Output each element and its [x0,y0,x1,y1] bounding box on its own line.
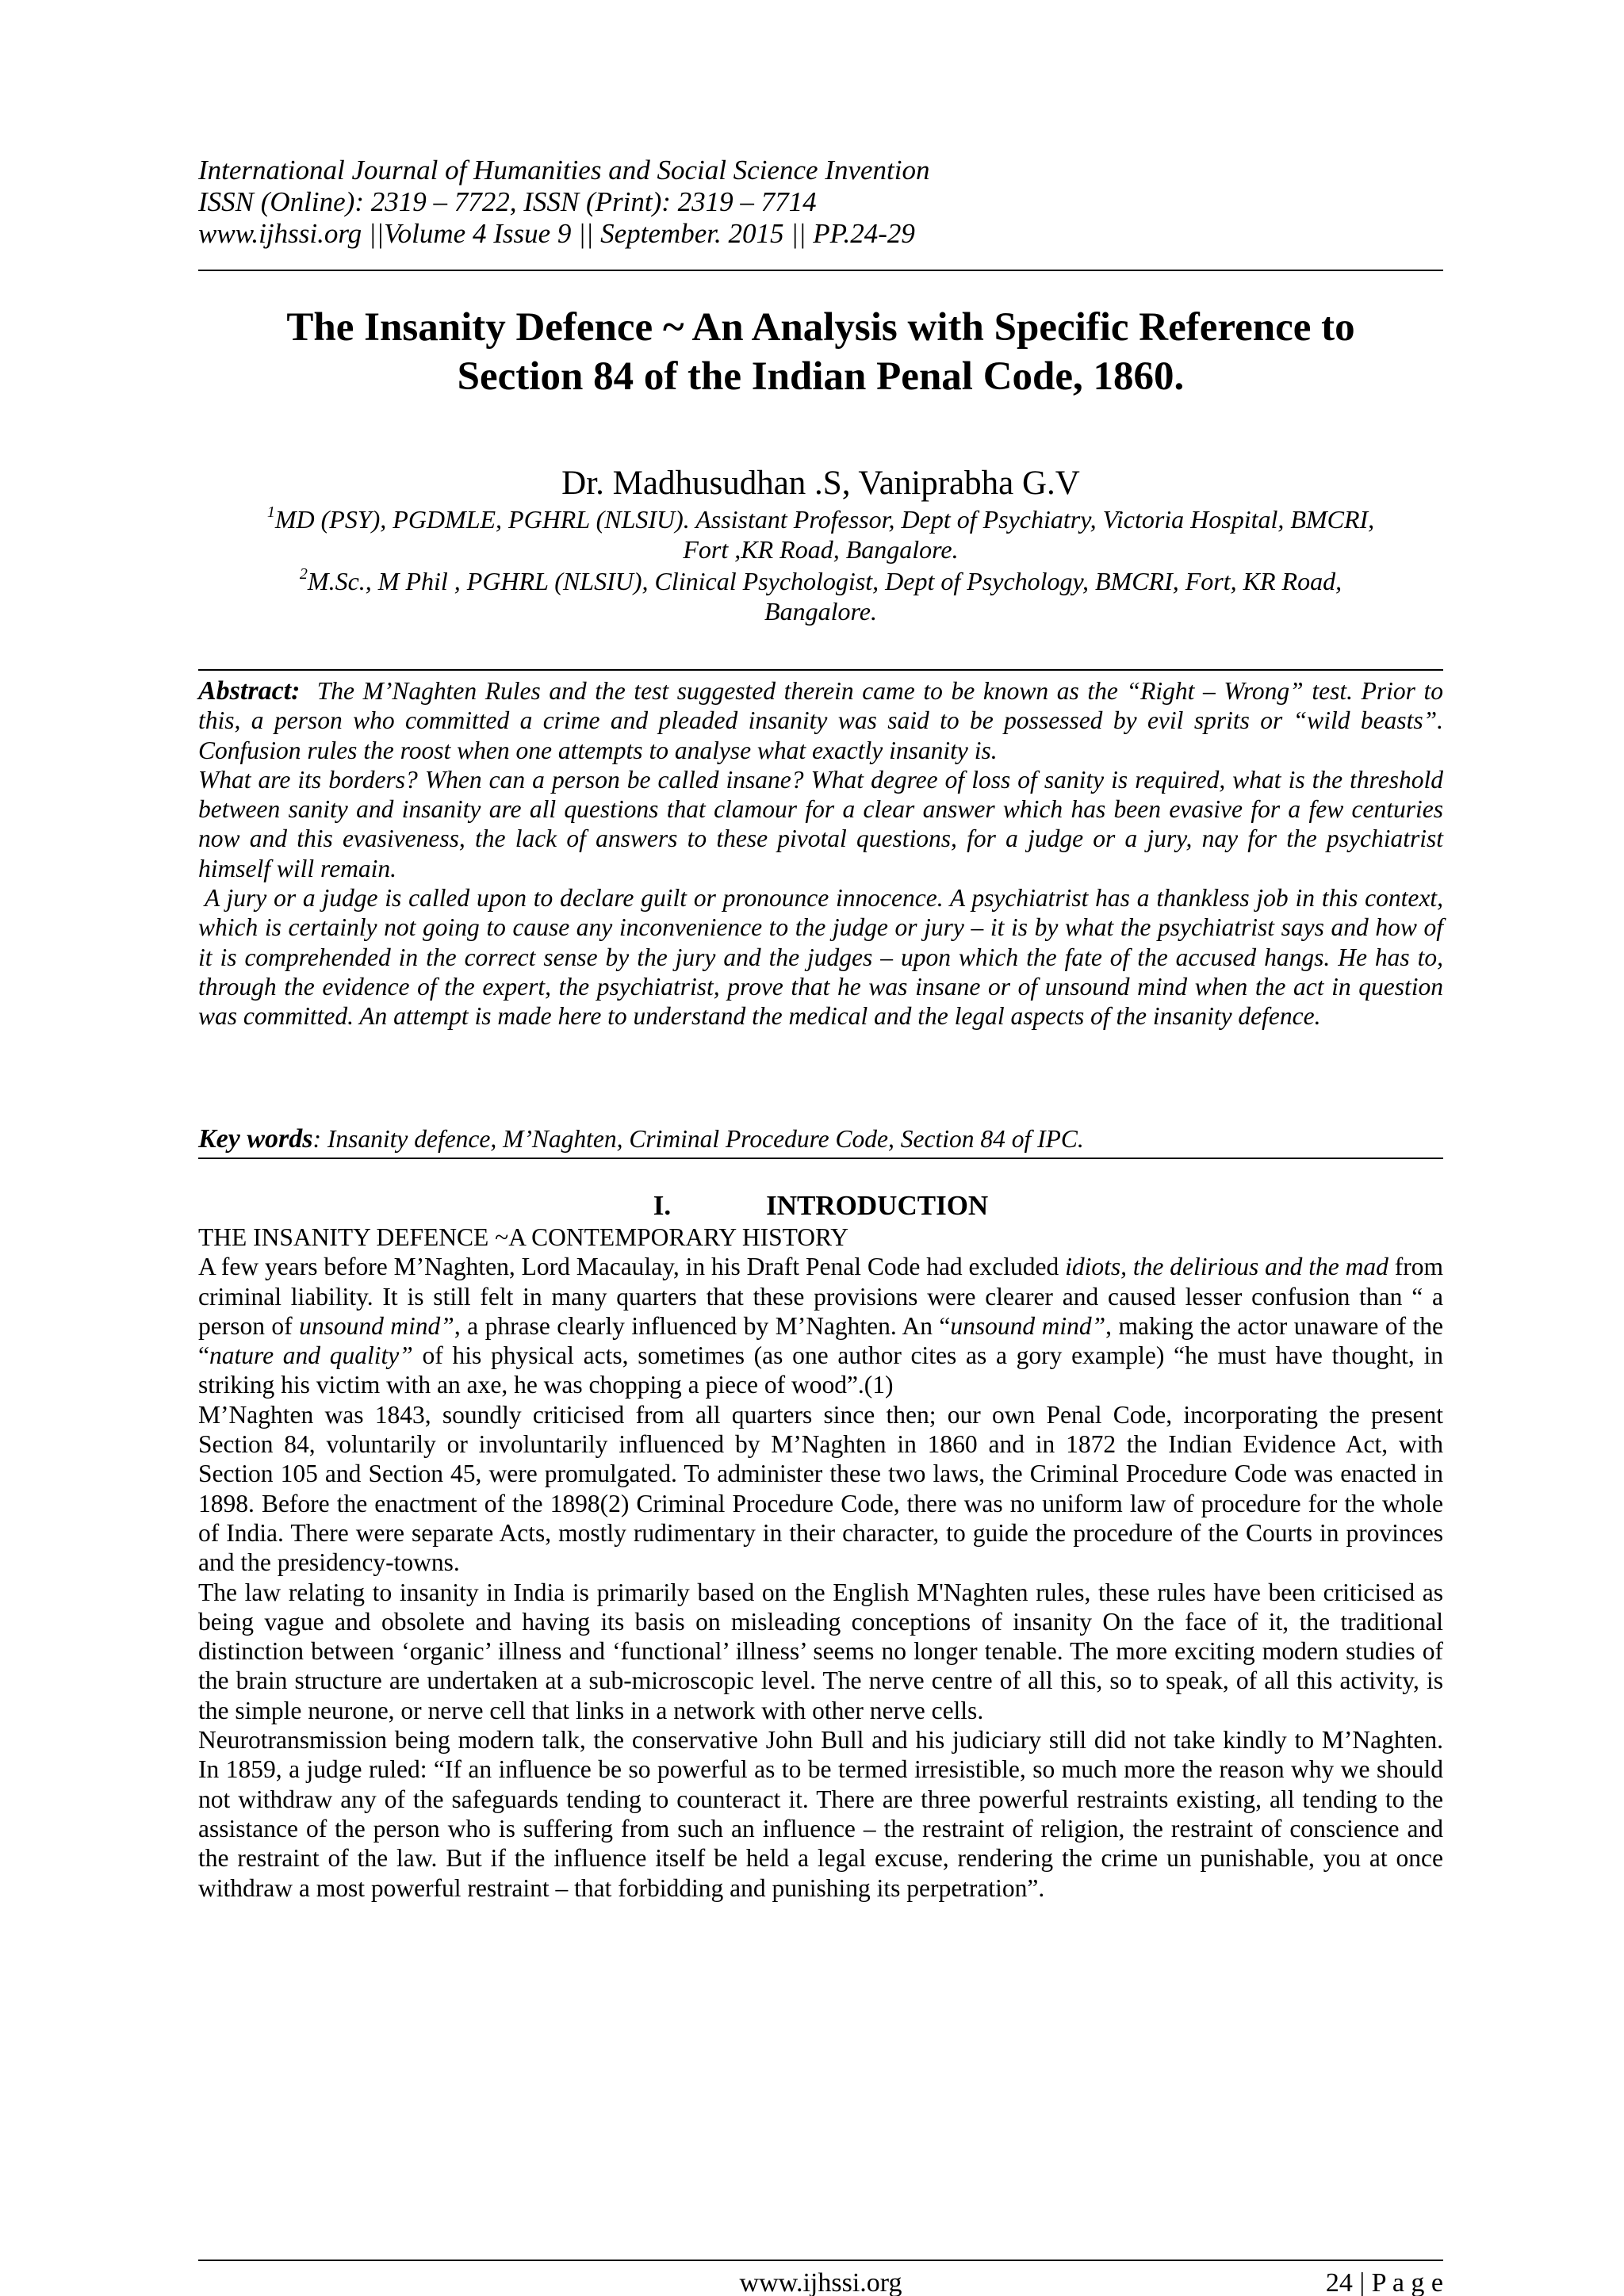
p1-run-g: , making the actor unaware of the “ [198,1311,1443,1370]
p1-run-h: nature and quality” [209,1341,413,1370]
abstract [198,676,1443,1031]
body-paragraph-1 [198,1252,1443,1399]
keywords-text: : Insanity defence, M’Naghten, Criminal Procedure Code, Section 84 of IPC. [312,1125,1084,1153]
body-paragraph-3: The law relating to insanity in India is primarily based on the English M'Naghten rules, these rules have been criticised as being vague and obsolete and having its basis on misleading conceptions of insanity On the face of it, the traditional distinction between ‘organic’ illness and ‘functional’ illness’ seems no longer tenable. The more exciting modern studies of the brain structure are undertaken at a sub-microscopic level. The nerve centre of all this, so to speak, of all this activity, is the simple neurone, or nerve cell that links in a network with other nerve cells. [198,1578,1443,1724]
journal-issn: ISSN (Online): 2319 – 7722, ISSN (Print): 2319 – 7714 [198,186,817,217]
affiliation-1-line-1: MD (PSY), PGDMLE, PGHRL (NLSIU). Assistant Professor, Dept of Psychiatry, Victoria Hospital, BMCRI, [274,505,1375,534]
section-title: INTRODUCTION [766,1190,989,1221]
keywords [198,1123,1443,1155]
affiliation-1 [198,504,1443,564]
author-list: Dr. Madhusudhan .S, Vaniprabha G.V [561,465,1080,502]
footer-page-number: 24 | P a g e [1325,2268,1443,2296]
abstract-text-1: The M’Naghten Rules and the test suggested therein came to be known as the “Right – Wrong” test. Prior to this, a person who committed a crime and pleaded insanity was said to be possessed by evil sprits or “wild beasts”. Confusion rules the roost when one attempts to analyse what exactly insanity is. [198,677,1443,764]
journal-name: International Journal of Humanities and Social Science Invention [198,155,930,186]
abstract-paragraph-1 [198,676,1443,765]
section-heading [198,1190,1443,1222]
footer-url: www.ijhssi.org [739,2268,902,2296]
journal-citation: www.ijhssi.org ||Volume 4 Issue 9 || September. 2015 || PP.24-29 [198,218,915,249]
abstract-top-rule [198,669,1443,671]
p1-run-b: idiots, the delirious and the mad [1065,1253,1388,1281]
affiliation-2-line-2: Bangalore. [764,597,877,626]
p1-run-a: A few years before M’Naghten, Lord Macaulay, in his Draft Penal Code had excluded [198,1253,1066,1281]
footer-rule [198,2260,1443,2261]
abstract-paragraph-3: A jury or a judge is called upon to declare guilt or pronounce innocence. A psychiatrist has a thankless job in this context, which is certainly not going to cause any inconvenience to the judge or jury – it is by what the psychiatrist says and how of it is comprehended in the correct sense by the jury and the judges – upon which the fate of the accused hangs. He has to, through the evidence of the expert, the psychiatrist, prove that he was insane or of unsound mind when the act in question was committed. An attempt is made here to understand the medical and the legal aspects of the insanity defence. [198,884,1443,1031]
p1-run-e: , a phrase clearly influenced by M’Naghten. An “ [454,1311,951,1340]
section-number: I. [653,1190,672,1221]
keywords-label: Key words [198,1124,313,1154]
journal-header [198,155,1443,250]
body-text [198,1223,1443,1903]
keywords-bottom-rule [198,1158,1443,1159]
body-paragraph-4: Neurotransmission being modern talk, the conservative John Bull and his judiciary still did not take kindly to M’Naghten. In 1859, a judge ruled: “If an influence be so powerful as to be termed irresistible, so much more the reason why we should not withdraw any of the safeguards tending to counteract it. There are three powerful restraints existing, all tending to the assistance of the person who is suffering from such an influence – the restraint of religion, the restraint of conscience and the restraint of the law. But if the influence itself be held a legal excuse, rendering the crime un punishable, you at once withdraw a most powerful restraint – that forbidding and punishing its perpetration”. [198,1726,1443,1902]
p1-run-c: from criminal liability. It is still felt in many quarters that these provisions were clearer and caused lesser confusion than “ a person of [198,1253,1444,1340]
p1-run-d: unsound mind” [299,1311,454,1340]
affiliation-marker-1: 1 [266,503,275,521]
subsection-heading: THE INSANITY DEFENCE ~A CONTEMPORARY HISTORY [198,1223,849,1251]
affiliation-2 [198,566,1443,626]
paper-title [198,303,1443,401]
affiliation-marker-2: 2 [299,565,308,583]
p1-run-f: unsound mind” [950,1311,1106,1340]
header-rule [198,270,1443,271]
title-line-2: Section 84 of the Indian Penal Code, 1860. [457,354,1185,399]
affiliation-1-line-2: Fort ,KR Road, Bangalore. [683,535,959,564]
affiliation-2-line-1: M.Sc., M Phil , PGHRL (NLSIU), Clinical Psychologist, Dept of Psychology, BMCRI, Fort, KR Road, [307,567,1342,595]
title-line-1: The Insanity Defence ~ An Analysis with Specific Reference to [286,305,1355,350]
abstract-label: Abstract: [198,676,301,706]
body-paragraph-2: M’Naghten was 1843, soundly criticised from all quarters since then; our own Penal Code, incorporating the present Section 84, voluntarily or involuntarily influenced by M’Naghten in 1860 and in 1872 the Indian Evidence Act, with Section 105 and Section 45, were promulgated. To administer these two laws, the Criminal Procedure Code was enacted in 1898. Before the enactment of the 1898(2) Criminal Procedure Code, there was no uniform law of procedure for the whole of India. There were separate Acts, mostly rudimentary in their character, to guide the procedure of the Courts in provinces and the presidency-towns. [198,1400,1443,1577]
abstract-paragraph-2: What are its borders? When can a person be called insane? What degree of loss of sanity is required, what is the threshold between sanity and insanity are all questions that clamour for a clear answer which has been evasive for a few centuries now and this evasiveness, the lack of answers to these pivotal questions, for a judge or a jury, nay for the psychiatrist himself will remain. [198,765,1443,882]
p1-run-i: of his physical acts, sometimes (as one author cites as a gory example) “he must have thought, in striking his victim with an axe, he was chopping a piece of wood”.(1) [198,1341,1443,1399]
